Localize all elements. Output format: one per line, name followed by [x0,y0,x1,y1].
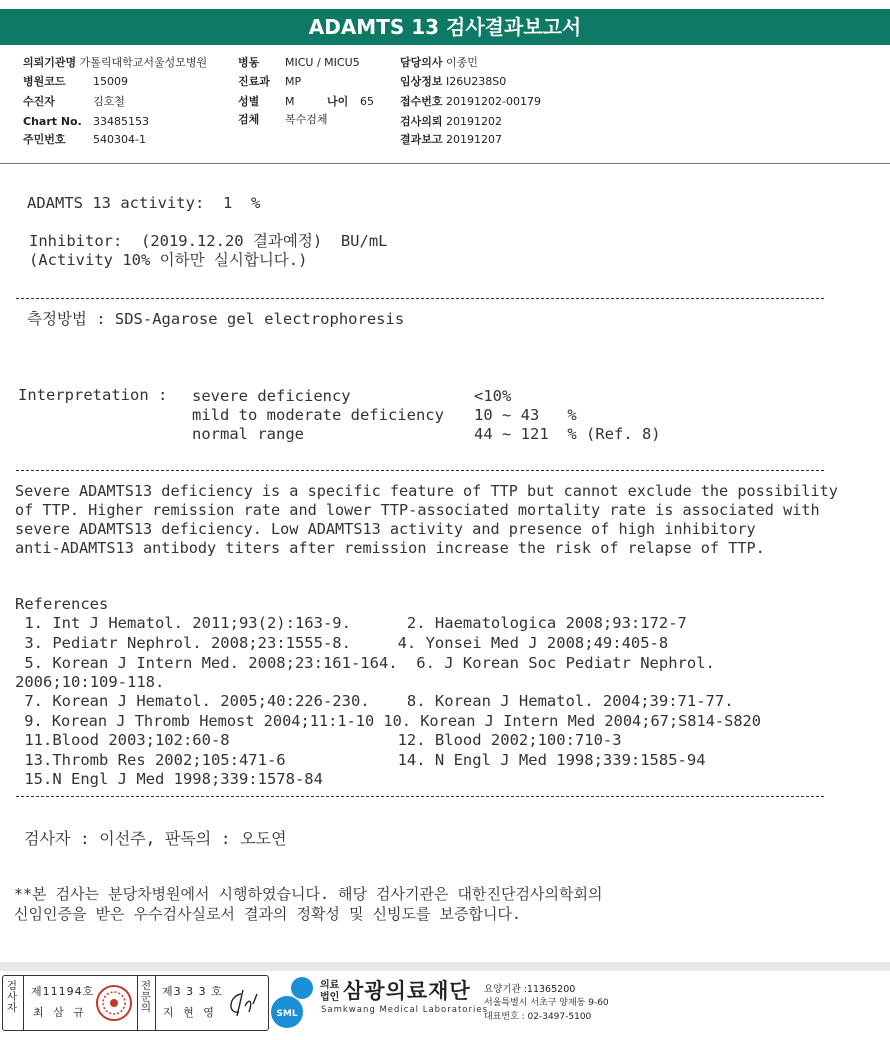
column-divider [23,976,24,1030]
age-value: 65 [360,95,374,108]
divider [16,298,824,299]
reference-line: 7. Korean J Hematol. 2005;40:226-230. 8. Korean J Hematol. 2004;39:71-77. [15,692,734,710]
inhibitor-note: (Activity 10% 이하만 실시합니다.) [29,251,308,269]
comment-line: severe ADAMTS13 deficiency. Low ADAMTS13 activity and presence of high inhibitory [15,520,756,538]
age-label: 나이 [327,95,349,108]
value: 복수검체 [285,113,328,126]
value: 20191202 [446,115,503,128]
label: 임상정보 [400,75,443,88]
value: 김호철 [93,95,125,108]
value: MICU / MICU5 [285,56,360,69]
label: 접수번호 [400,95,443,108]
divider [16,796,824,797]
examiner-name: 최 삼 규 [33,1006,87,1019]
value: 15009 [93,75,128,88]
header-row-receipt-no [400,95,541,108]
reference-line: 13.Thromb Res 2002;105:471-6 14. N Engl J Med 1998;339:1585-94 [15,751,706,769]
label: 성별 [238,95,260,108]
label: 병원코드 [23,75,66,88]
reference-line: 5. Korean J Intern Med. 2008;23:161-164. 6. J Korean Soc Pediatr Nephrol. [15,654,715,672]
inhibitor-line: Inhibitor: (2019.12.20 결과예정) BU/mL [29,232,388,250]
footer-divider [0,962,890,971]
references-title: References [15,595,109,613]
facility-code: 요양기관 :11365200 [484,984,576,995]
signature-box [2,975,269,1031]
divider [16,470,824,471]
header-row-patient [23,95,125,108]
seal-stamp-icon [95,984,133,1022]
value: M [285,95,295,108]
header-row-hospital-code [23,75,128,88]
label: 검사의뢰 [400,115,443,128]
logo-text: SML [276,1009,298,1019]
value: 이종민 [446,56,478,69]
column-divider [155,976,156,1030]
header-row-specimen [238,113,328,126]
header-divider [0,163,890,164]
examiner-license-no: 제11194호 [31,985,95,998]
method-line: 측정방법 : SDS-Agarose gel electrophoresis [27,310,405,328]
header-row-ward [238,56,360,69]
column-divider [137,976,138,1030]
label: 주민번호 [23,133,66,146]
label: 진료과 [238,75,270,88]
header-row-chart-no [23,115,149,128]
label: 의뢰기관명 [23,56,77,69]
header-row-resident-no [23,133,146,146]
signature-icon [223,984,263,1022]
value: I26U238S0 [446,75,507,88]
header-row-department [238,75,301,88]
org-kind: 의료법인 [320,980,340,1003]
value: MP [285,75,302,88]
note-line: **본 검사는 분당차병원에서 시행하였습니다. 해당 검사기관은 대한진단검사의학회의 [14,885,603,903]
header-row-institution [23,56,207,69]
value: 20191202-00179 [446,95,541,108]
reference-line: 3. Pediatr Nephrol. 2008;23:1555-8. 4. Yonsei Med J 2008;49:405-8 [15,634,669,652]
reference-line: 11.Blood 2003;102:60-8 12. Blood 2002;100:710-3 [15,731,622,749]
value: 20191207 [446,133,503,146]
report-title: ADAMTS 13 검사결과보고서 [0,9,890,45]
label: 검체 [238,113,260,126]
label: 수진자 [23,95,55,108]
examiner-line: 검사자 : 이선주, 판독의 : 오도연 [24,829,287,848]
specialist-vertical-label: 전문의 [140,980,152,1014]
specialist-name: 지 현 영 [163,1006,217,1019]
header-row-sex [238,95,374,108]
comment-line: anti-ADAMTS13 antibody titers after remission increase the risk of relapse of TTP. [15,539,765,557]
value: 540304-1 [93,133,146,146]
interp-range: 44 ~ 121 % (Ref. 8) [474,425,661,443]
label: 결과보고 [400,133,443,146]
org-name: 삼광의료재단 [343,979,471,1003]
header-row-clinical-info [400,75,506,88]
examiner-vertical-label: 검사자 [6,980,18,1014]
label: 담당의사 [400,56,443,69]
header-row-report-date [400,133,502,146]
specialist-license-no: 제3 3 3 호 [162,985,223,998]
value: 33485153 [93,115,149,128]
reference-line: 1. Int J Hematol. 2011;93(2):163-9. 2. Haematologica 2008;93:172-7 [15,614,687,632]
value: 가톨릭대학교서울성모병원 [79,56,208,69]
reference-line: 2006;10:109-118. [15,673,165,691]
interp-range: 10 ~ 43 % [474,406,577,424]
interpretation-label: Interpretation : [18,386,168,404]
label: 병동 [238,56,260,69]
interp-name: normal range [192,425,304,443]
interp-name: severe deficiency [192,387,351,405]
comment-line: Severe ADAMTS13 deficiency is a specific feature of TTP but cannot exclude the possibility [15,482,838,500]
reference-line: 15.N Engl J Med 1998;339:1578-84 [15,770,323,788]
note-line: 신임인증을 받은 우수검사실로서 결과의 정확성 및 신빙도를 보증합니다. [14,905,521,923]
label: Chart No. [23,115,82,128]
address: 서울특별시 서초구 양재동 9-60 [484,998,609,1008]
comment-line: of TTP. Higher remission rate and lower TTP-associated mortality rate is associated with [15,501,820,519]
org-english-name: Samkwang Medical Laboratories [321,1005,489,1015]
header-row-doctor [400,56,478,69]
sml-logo-icon [270,974,318,1030]
phone: 대표번호 : 02-3497-5100 [484,1012,592,1022]
activity-result: ADAMTS 13 activity: 1 % [27,194,261,212]
reference-line: 9. Korean J Thromb Hemost 2004;11:1-10 10. Korean J Intern Med 2004;67;S814-S820 [15,712,761,730]
interp-name: mild to moderate deficiency [192,406,444,424]
header-row-request-date [400,115,502,128]
interp-range: <10% [474,387,512,405]
